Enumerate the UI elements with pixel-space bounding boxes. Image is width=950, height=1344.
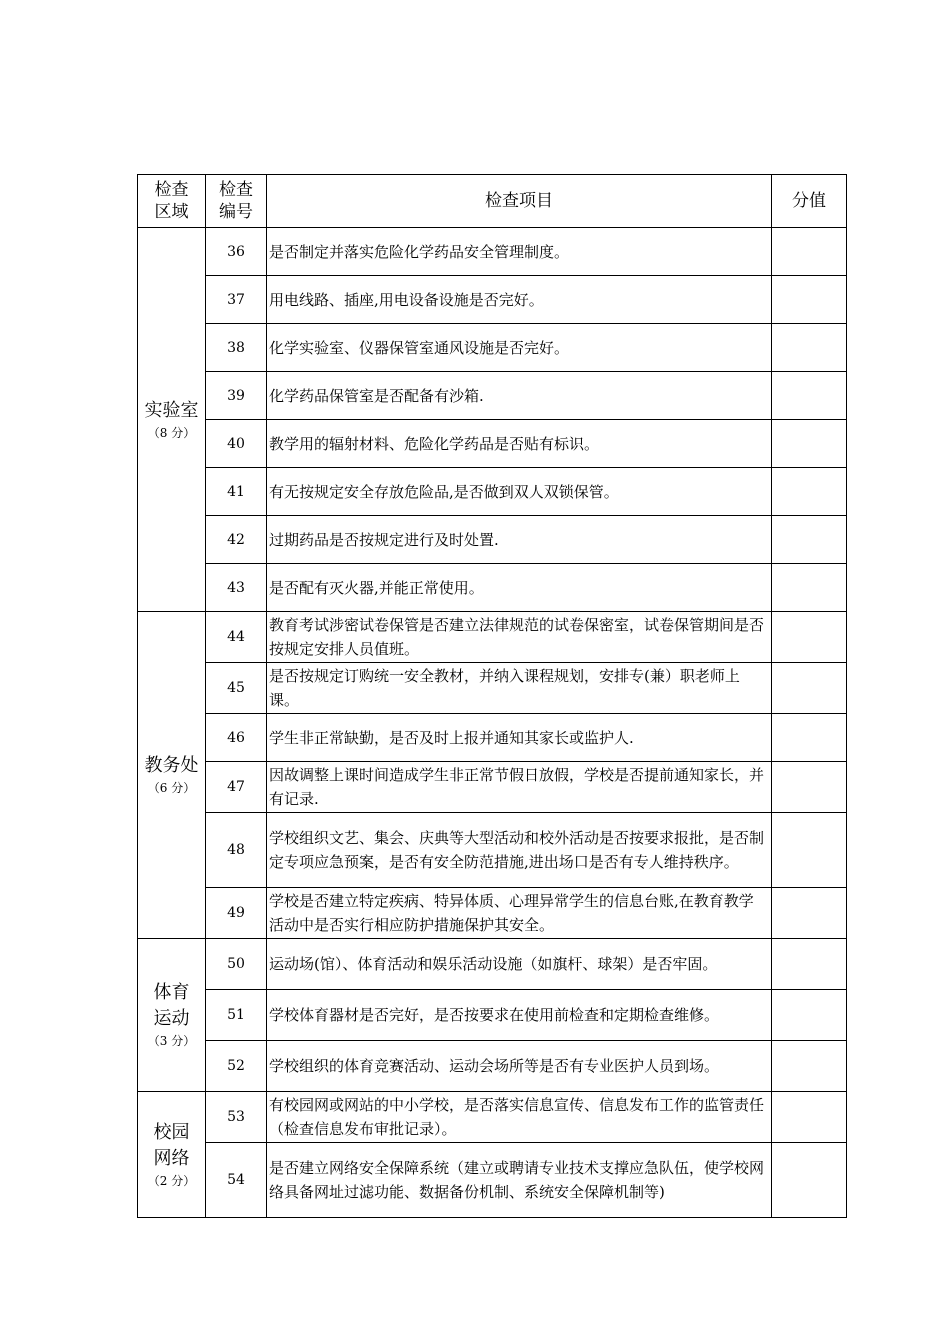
score-cell[interactable] (772, 762, 847, 813)
score-cell[interactable] (772, 228, 847, 276)
table-row (138, 663, 847, 714)
area-lab: 实验室 （8 分） (138, 228, 206, 612)
score-cell[interactable] (772, 564, 847, 612)
score-cell[interactable] (772, 276, 847, 324)
item-text: 学生非正常缺勤，是否及时上报并通知其家长或监护人. (267, 714, 772, 762)
item-text: 是否建立网络安全保障系统（建立或聘请专业技术支撑应急队伍，使学校网络具备网址过滤功能、数据备份机制、系统安全保障机制等) (267, 1143, 772, 1218)
item-text: 过期药品是否按规定进行及时处置. (267, 516, 772, 564)
item-number: 37 (206, 276, 267, 324)
item-number: 40 (206, 420, 267, 468)
inspection-table (137, 174, 847, 1218)
item-text: 运动场(馆）、体育活动和娱乐活动设施（如旗杆、球架）是否牢固。 (267, 939, 772, 990)
header-item: 检查项目 (267, 175, 772, 228)
item-text: 是否按规定订购统一安全教材，并纳入课程规划，安排专(兼）职老师上课。 (267, 663, 772, 714)
header-score: 分值 (772, 175, 847, 228)
table-row (138, 990, 847, 1041)
score-cell[interactable] (772, 420, 847, 468)
item-text: 化学药品保管室是否配备有沙箱. (267, 372, 772, 420)
score-cell[interactable] (772, 372, 847, 420)
table-row (138, 564, 847, 612)
score-cell[interactable] (772, 714, 847, 762)
header-row (138, 175, 847, 228)
score-cell[interactable] (772, 468, 847, 516)
item-number: 50 (206, 939, 267, 990)
score-cell[interactable] (772, 813, 847, 888)
table-row (138, 324, 847, 372)
table-row (138, 1041, 847, 1092)
table-row (138, 612, 847, 663)
table-row (138, 939, 847, 990)
item-number: 43 (206, 564, 267, 612)
table-row (138, 714, 847, 762)
item-text: 化学实验室、仪器保管室通风设施是否完好。 (267, 324, 772, 372)
item-text: 是否制定并落实危险化学药品安全管理制度。 (267, 228, 772, 276)
item-text: 是否配有灭火器,并能正常使用。 (267, 564, 772, 612)
table-row (138, 1143, 847, 1218)
score-cell[interactable] (772, 1041, 847, 1092)
item-text: 学校组织的体育竞赛活动、运动会场所等是否有专业医护人员到场。 (267, 1041, 772, 1092)
table-row (138, 888, 847, 939)
item-number: 48 (206, 813, 267, 888)
item-number: 38 (206, 324, 267, 372)
score-cell[interactable] (772, 1092, 847, 1143)
item-text: 学校组织文艺、集会、庆典等大型活动和校外活动是否按要求报批，是否制定专项应急预案，是否有安全防范措施,进出场口是否有专人维持秩序。 (267, 813, 772, 888)
item-number: 54 (206, 1143, 267, 1218)
score-cell[interactable] (772, 1143, 847, 1218)
item-text: 教学用的辐射材料、危险化学药品是否贴有标识。 (267, 420, 772, 468)
table-row (138, 813, 847, 888)
item-number: 53 (206, 1092, 267, 1143)
table-row (138, 228, 847, 276)
table-row (138, 420, 847, 468)
header-area: 检查 区域 (138, 175, 206, 228)
item-number: 49 (206, 888, 267, 939)
item-text: 有无按规定安全存放危险品,是否做到双人双锁保管。 (267, 468, 772, 516)
table-row (138, 516, 847, 564)
area-campus-network: 校园 网络 （2 分） (138, 1092, 206, 1218)
item-text: 因故调整上课时间造成学生非正常节假日放假，学校是否提前通知家长，并有记录. (267, 762, 772, 813)
item-number: 51 (206, 990, 267, 1041)
area-sports: 体育 运动 （3 分） (138, 939, 206, 1092)
item-text: 有校园网或网站的中小学校，是否落实信息宣传、信息发布工作的监管责任（检查信息发布审批记录）。 (267, 1092, 772, 1143)
table-row (138, 468, 847, 516)
item-number: 39 (206, 372, 267, 420)
score-cell[interactable] (772, 324, 847, 372)
item-text: 学校体育器材是否完好，是否按要求在使用前检查和定期检查维修。 (267, 990, 772, 1041)
item-number: 46 (206, 714, 267, 762)
score-cell[interactable] (772, 939, 847, 990)
item-text: 教育考试涉密试卷保管是否建立法律规范的试卷保密室，试卷保管期间是否按规定安排人员值班。 (267, 612, 772, 663)
score-cell[interactable] (772, 663, 847, 714)
score-cell[interactable] (772, 990, 847, 1041)
table-row (138, 762, 847, 813)
item-number: 45 (206, 663, 267, 714)
item-number: 36 (206, 228, 267, 276)
item-number: 47 (206, 762, 267, 813)
score-cell[interactable] (772, 888, 847, 939)
item-number: 44 (206, 612, 267, 663)
item-text: 用电线路、插座,用电设备设施是否完好。 (267, 276, 772, 324)
area-academic-affairs: 教务处 （6 分） (138, 612, 206, 939)
item-number: 41 (206, 468, 267, 516)
item-text: 学校是否建立特定疾病、特异体质、心理异常学生的信息台账,在教育教学活动中是否实行相应防护措施保护其安全。 (267, 888, 772, 939)
table-row (138, 1092, 847, 1143)
item-number: 52 (206, 1041, 267, 1092)
score-cell[interactable] (772, 612, 847, 663)
score-cell[interactable] (772, 516, 847, 564)
table-row (138, 276, 847, 324)
header-number: 检查 编号 (206, 175, 267, 228)
table-row (138, 372, 847, 420)
item-number: 42 (206, 516, 267, 564)
